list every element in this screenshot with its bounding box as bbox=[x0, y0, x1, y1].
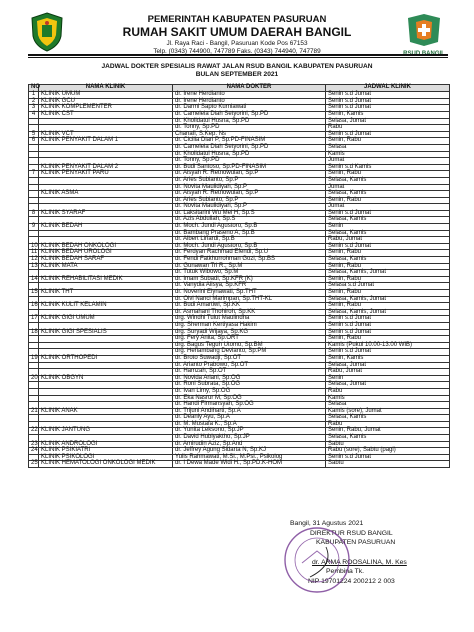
cell-doctor: dr. Kholidatul Husna, Sp.PD bbox=[173, 151, 326, 158]
cell-schedule: Senin s.d Jumat bbox=[326, 243, 450, 250]
cell-no bbox=[29, 197, 39, 204]
cell-no bbox=[29, 144, 39, 151]
cell-doctor: dr. Yunita Leksono, Sp.JP bbox=[173, 428, 326, 435]
cell-no bbox=[29, 382, 39, 389]
cell-no: 13 bbox=[29, 263, 39, 270]
cell-schedule: Rabu, Jumat bbox=[326, 369, 450, 376]
cell-schedule: Selasa bbox=[326, 144, 450, 151]
cell-schedule: Rabu bbox=[326, 125, 450, 132]
cell-doctor: dr. Bambang Praseno A, Sp.B bbox=[173, 230, 326, 237]
table-row bbox=[29, 408, 450, 415]
cell-schedule: Senin, Kamis bbox=[326, 355, 450, 362]
cell-schedule: Senin s.d Jumat bbox=[326, 105, 450, 112]
col-header-clinic: NAMA KLINIK bbox=[39, 85, 173, 92]
cell-doctor: dr. Novita Maulidiyah, Sp.P bbox=[173, 184, 326, 191]
col-header-schedule: JADWAL KLINIK bbox=[326, 85, 450, 92]
cell-no: 18 bbox=[29, 329, 39, 336]
cell-schedule: Kamis bbox=[326, 151, 450, 158]
cell-clinic bbox=[39, 382, 173, 389]
cell-clinic: KLINIK PSIKOLOGI bbox=[39, 454, 173, 461]
cell-clinic: KLINIK HEMATOLOGI ONKOLOGI MEDIK bbox=[39, 461, 173, 468]
sign-position-2: KABUPATEN PASURUAN bbox=[316, 539, 396, 547]
cell-doctor: dr. Irene Herdianto bbox=[173, 98, 326, 105]
cell-clinic bbox=[39, 388, 173, 395]
cell-clinic bbox=[39, 144, 173, 151]
cell-no: 21 bbox=[29, 408, 39, 415]
cell-doctor: dr. Gunawan Tri R., Sp.M bbox=[173, 263, 326, 270]
cell-schedule: Senin s.d Jumat bbox=[326, 329, 450, 336]
cell-schedule: Selasa bbox=[326, 402, 450, 409]
cell-schedule: Senin s.d Jumat bbox=[326, 210, 450, 217]
cell-doctor: dr. Albert Linardi, Sp.B bbox=[173, 237, 326, 244]
cell-schedule: Selasa, Kamis bbox=[326, 257, 450, 264]
cell-clinic: KLINIK ANDROLOGI bbox=[39, 441, 173, 448]
official-stamp-icon bbox=[282, 525, 352, 595]
cell-schedule: Senin s.d Jumat bbox=[326, 322, 450, 329]
cell-no: 24 bbox=[29, 448, 39, 455]
cell-schedule: Selasa, Jumat bbox=[326, 382, 450, 389]
table-row bbox=[29, 210, 450, 217]
table-row bbox=[29, 118, 450, 125]
cell-schedule: Selasa, Kamis bbox=[326, 230, 450, 237]
cell-doctor: dr. Budi Amartiwi, Sp.KK bbox=[173, 303, 326, 310]
sign-place-date: Bangil, 31 Agustus 2021 bbox=[290, 520, 364, 527]
cell-clinic: KLINIK GIGI UMUM bbox=[39, 316, 173, 323]
cell-no bbox=[29, 395, 39, 402]
cell-doctor: dr. Aisyah R. Retnowulan, Sp.P bbox=[173, 191, 326, 198]
cell-doctor: dr. Moch. Jundi Agustoro, Sp.B bbox=[173, 243, 326, 250]
cell-schedule: Sabtu bbox=[326, 441, 450, 448]
cell-schedule: Selasa, Kamis bbox=[326, 177, 450, 184]
sign-nip: NIP 19701224 200212 2 003 bbox=[308, 577, 395, 585]
cell-schedule: Senin s.d Kamis bbox=[326, 164, 450, 171]
cell-clinic: KLINIK PENYAKIT DALAM 1 bbox=[39, 138, 173, 145]
cell-doctor: Chanafi, S.Kep. Ns bbox=[173, 131, 326, 138]
cell-clinic: KLINIK UMUM bbox=[39, 92, 173, 99]
cell-doctor: dr. Handi Firmansyah, Sp.OG bbox=[173, 402, 326, 409]
cell-schedule: Senin, Rabu bbox=[326, 250, 450, 257]
cell-no bbox=[29, 158, 39, 165]
col-header-doctor: NAMA DOKTER bbox=[173, 85, 326, 92]
cell-schedule: Senin, Kamis bbox=[326, 111, 450, 118]
cell-schedule: Kamis (Pukul 10.00-13.00 WIB) bbox=[326, 342, 450, 349]
cell-clinic: KLINIK OBGYN bbox=[39, 375, 173, 382]
cell-schedule: Senin s.d Jumat bbox=[326, 349, 450, 356]
cell-no: 9 bbox=[29, 224, 39, 231]
cell-schedule: Senin s.d Jumat bbox=[326, 92, 450, 99]
cell-schedule: Rabu bbox=[326, 388, 450, 395]
cell-schedule: Senin, Rabu bbox=[326, 276, 450, 283]
cell-schedule: Selasa, Kamis bbox=[326, 435, 450, 442]
cell-schedule: Senin s.d Jumat bbox=[326, 316, 450, 323]
cell-no bbox=[29, 151, 39, 158]
cell-schedule: Senin, Rabu bbox=[326, 336, 450, 343]
cell-schedule: Selasa, Jumat bbox=[326, 362, 450, 369]
cell-schedule: Senin s.d Jumat bbox=[326, 98, 450, 105]
cell-no: 1 bbox=[29, 92, 39, 99]
cell-schedule: Jumat bbox=[326, 158, 450, 165]
cell-clinic: KLINIK BEDAH ONKOLOGI bbox=[39, 243, 173, 250]
cell-schedule: Selasa s.d Jumat bbox=[326, 283, 450, 290]
cell-schedule: Rabu bbox=[326, 421, 450, 428]
cell-clinic: KLINIK BEDAH UROLOGI bbox=[39, 250, 173, 257]
cell-doctor: dr. I Dewa Made Widi H., Sp.PD.K-HOM bbox=[173, 461, 326, 468]
cell-no bbox=[29, 342, 39, 349]
cell-schedule: Rabu, Jumat bbox=[326, 237, 450, 244]
cell-clinic: KLINIK JANTUNG bbox=[39, 428, 173, 435]
table-row bbox=[29, 171, 450, 178]
cell-schedule: Selasa, Kamis bbox=[326, 191, 450, 198]
cell-schedule: Senin, Rabu bbox=[326, 263, 450, 270]
cell-doctor: dr. Roni Subrata, Sp.OG bbox=[173, 382, 326, 389]
cell-doctor: dr. David Hubiyaktho, Sp.JP bbox=[173, 435, 326, 442]
cell-doctor: dr. Cameleia Diah Setyorini, Sp.PD bbox=[173, 111, 326, 118]
cell-no bbox=[29, 388, 39, 395]
cell-schedule: Senin bbox=[326, 375, 450, 382]
cell-doctor: Yulis Rahmawati, M.Si., M.Psi., Psikolog bbox=[173, 454, 326, 461]
cell-clinic: KLINIK BEDAH SARAF bbox=[39, 257, 173, 264]
table-row bbox=[29, 382, 450, 389]
cell-doctor: dr. Moch. Jundi Agustoro, Sp.B bbox=[173, 224, 326, 231]
cell-schedule: Kamis bbox=[326, 395, 450, 402]
cell-no: 2 bbox=[29, 98, 39, 105]
cell-no bbox=[29, 230, 39, 237]
cell-doctor: dr. Kholidatul Husna, Sp.PD bbox=[173, 118, 326, 125]
cell-doctor: dr. Jeffrey Agung Sidarta N, Sp.KJ bbox=[173, 448, 326, 455]
contact: Telp. (0343) 744900, 747789 Faks. (0343) 744940, 747789 bbox=[153, 48, 321, 55]
cell-schedule: Selasa, Kamis, Jumat bbox=[326, 270, 450, 277]
table-row bbox=[29, 388, 450, 395]
cell-clinic: KLINIK PENYAKIT PARU bbox=[39, 171, 173, 178]
cell-clinic: KLINIK ANAK bbox=[39, 408, 173, 415]
cell-no: 17 bbox=[29, 316, 39, 323]
sign-rank: Pembina Tk. bbox=[326, 568, 365, 576]
cell-doctor: dr. Noverini Elynawati, Sp.THT bbox=[173, 290, 326, 297]
cell-doctor: drg. Suryadi Wijaya, Sp.KG bbox=[173, 329, 326, 336]
table-row bbox=[29, 92, 450, 99]
cell-no: 3 bbox=[29, 105, 39, 112]
cell-doctor: dr. Asmahani Thohiroh, Sp.KK bbox=[173, 309, 326, 316]
cell-no: 16 bbox=[29, 303, 39, 310]
cell-doctor: dr. Laksitarini Wu Mei H, Sp.S bbox=[173, 210, 326, 217]
cell-doctor: dr. Vanydia Alisya, Sp.KFR bbox=[173, 283, 326, 290]
table-row bbox=[29, 151, 450, 158]
cell-schedule: Senin, Rabu bbox=[326, 290, 450, 297]
cell-doctor: dr. Hamzah, Sp.OT bbox=[173, 369, 326, 376]
table-row bbox=[29, 125, 450, 132]
cell-clinic: KLINIK SYARAF bbox=[39, 210, 173, 217]
cell-no: 12 bbox=[29, 257, 39, 264]
table-header-row bbox=[29, 85, 450, 92]
cell-doctor: dr. M. Mustafa K., Sp.A bbox=[173, 421, 326, 428]
cell-schedule: Senin, Rabu bbox=[326, 138, 450, 145]
cell-clinic: KLINIK VCT bbox=[39, 131, 173, 138]
cell-schedule: Selasa, Kamis bbox=[326, 415, 450, 422]
cell-schedule: Selasa, Kamis, Jumat bbox=[326, 296, 450, 303]
svg-text:RSUD BANGIL: RSUD BANGIL bbox=[403, 51, 445, 57]
cell-clinic: KLINIK MATA bbox=[39, 263, 173, 270]
cell-schedule: Kamis (sore), Jumat bbox=[326, 408, 450, 415]
cell-clinic bbox=[39, 197, 173, 204]
cell-clinic: KLINIK ORTHOPEDI bbox=[39, 355, 173, 362]
cell-clinic: KLINIK KULIT KELAMIN bbox=[39, 303, 173, 310]
cell-clinic bbox=[39, 230, 173, 237]
cell-doctor: dr. Novida Ariani, Sp.OG bbox=[173, 375, 326, 382]
cell-doctor: dr. Olvi Nanci Marimpan, Sp.THT-KL bbox=[173, 296, 326, 303]
cell-schedule: Senin, Rabu bbox=[326, 303, 450, 310]
table-row bbox=[29, 191, 450, 198]
cell-clinic bbox=[39, 118, 173, 125]
cell-clinic: KLINIK PSIKIATRI bbox=[39, 448, 173, 455]
table-row bbox=[29, 263, 450, 270]
cell-doctor: dr. Aries Subianto, Sp.P bbox=[173, 197, 326, 204]
cell-no: 11 bbox=[29, 250, 39, 257]
cell-no bbox=[29, 191, 39, 198]
cell-clinic: KLINIK PENYAKIT DALAM 2 bbox=[39, 164, 173, 171]
cell-doctor: dr. Ferdyan Rachmad Efendi, Sp.U bbox=[173, 250, 326, 257]
cell-no bbox=[29, 177, 39, 184]
cell-no: 25 bbox=[29, 461, 39, 468]
document-period: BULAN SEPTEMBER 2021 bbox=[195, 71, 279, 78]
header-rule-thin bbox=[28, 57, 448, 58]
cell-no: 23 bbox=[29, 441, 39, 448]
sign-name: dr. ARMA ROOSALINA, M. Kes bbox=[312, 558, 407, 566]
cell-schedule: Sabtu bbox=[326, 461, 450, 468]
cell-clinic: KLINIK ASMA bbox=[39, 191, 173, 198]
cell-no: 20 bbox=[29, 375, 39, 382]
table-row bbox=[29, 461, 450, 468]
table-row bbox=[29, 177, 450, 184]
cell-clinic bbox=[39, 395, 173, 402]
cell-clinic bbox=[39, 177, 173, 184]
cell-clinic bbox=[39, 415, 173, 422]
schedule-table bbox=[28, 84, 450, 468]
cell-doctor: dr. Cameleia Diah Setyorini, Sp.PD bbox=[173, 144, 326, 151]
cell-no bbox=[29, 118, 39, 125]
cell-clinic: KLINIK KOMPLEMENTER bbox=[39, 105, 173, 112]
cell-clinic: KLINIK THT bbox=[39, 290, 173, 297]
cell-no: 5 bbox=[29, 131, 39, 138]
cell-no: 6 bbox=[29, 138, 39, 145]
cell-doctor: dr. Cicilia Dian P, Sp.PD-FINASIM bbox=[173, 138, 326, 145]
cell-no bbox=[29, 336, 39, 343]
cell-clinic bbox=[39, 151, 173, 158]
cell-doctor: dr. Novita Maulidiyah, Sp.P bbox=[173, 204, 326, 211]
cell-clinic bbox=[39, 336, 173, 343]
cell-no: 19 bbox=[29, 355, 39, 362]
cell-doctor: dr. Aries Subianto, Sp.P bbox=[173, 177, 326, 184]
cell-clinic: KLINIK GCU bbox=[39, 98, 173, 105]
table-row bbox=[29, 415, 450, 422]
gov-name: PEMERINTAH KABUPATEN PASURUAN bbox=[147, 14, 327, 25]
cell-no: 14 bbox=[29, 276, 39, 283]
cell-doctor: dr. Irene Herdianto bbox=[173, 92, 326, 99]
cell-clinic: KLINIK CST bbox=[39, 111, 173, 118]
cell-doctor: drg. Herlambang Devianto, Sp.PM bbox=[173, 349, 326, 356]
cell-doctor: dr. Tonny, Sp.PD bbox=[173, 158, 326, 165]
cell-clinic bbox=[39, 362, 173, 369]
cell-schedule: Jumat bbox=[326, 204, 450, 211]
cell-doctor: dr. Deanly Ayu, Sp.A bbox=[173, 415, 326, 422]
cell-doctor: drg. Windhi Tulut Maulindha bbox=[173, 316, 326, 323]
cell-doctor: dr. Imam Subadi, Sp.KFR (K) bbox=[173, 276, 326, 283]
cell-no bbox=[29, 415, 39, 422]
cell-schedule: Jumat bbox=[326, 184, 450, 191]
cell-schedule: Senin, Rabu bbox=[326, 197, 450, 204]
cell-schedule: Senin, Rabu, Jumat bbox=[326, 428, 450, 435]
table-row bbox=[29, 230, 450, 237]
cell-doctor: dr. Tonny, Sp.PD bbox=[173, 125, 326, 132]
cell-clinic: KLINIK GIGI SPESIALIS bbox=[39, 329, 173, 336]
table-row bbox=[29, 362, 450, 369]
cell-clinic bbox=[39, 342, 173, 349]
cell-schedule: Senin s.d Jumat bbox=[326, 454, 450, 461]
cell-doctor: dr. Budi Santoso, Sp.PD-FINASIM bbox=[173, 164, 326, 171]
letterhead bbox=[0, 6, 474, 58]
cell-doctor: dr. Amirudin Aziz, Sp.And bbox=[173, 441, 326, 448]
cell-doctor: dr. Aisyah R. Retnowulan, Sp.P bbox=[173, 171, 326, 178]
cell-clinic: KLINIK REHABILITASI MEDIK bbox=[39, 276, 173, 283]
cell-no: 10 bbox=[29, 243, 39, 250]
cell-doctor: dr. Trijuni Andiharti, Sp.A bbox=[173, 408, 326, 415]
cell-doctor: drg. Fery Anita, Sp.ORT bbox=[173, 336, 326, 343]
cell-no: 8 bbox=[29, 210, 39, 217]
header-rule bbox=[28, 54, 448, 56]
cell-schedule: Rabu (sore), Sabtu (pagi) bbox=[326, 448, 450, 455]
cell-doctor: drg. Sherman Kertiyasa Hakim bbox=[173, 322, 326, 329]
cell-doctor: dr. Darmi Sapto Kurniawati bbox=[173, 105, 326, 112]
table-row bbox=[29, 329, 450, 336]
cell-schedule: Senin bbox=[326, 224, 450, 231]
cell-doctor: dr. Ivan Limy, Sp.OG bbox=[173, 388, 326, 395]
cell-schedule: Selasa, Kamis, Jumat bbox=[326, 309, 450, 316]
cell-doctor: dr. Azis Abdullah, Sp.S bbox=[173, 217, 326, 224]
cell-no: 22 bbox=[29, 428, 39, 435]
cell-doctor: dr. Fendi Fatkhurrohman Gozi, Sp.BS bbox=[173, 257, 326, 264]
cell-no bbox=[29, 362, 39, 369]
cell-no: 4 bbox=[29, 111, 39, 118]
cell-no: 7 bbox=[29, 171, 39, 178]
document-title: JADWAL DOKTER SPESIALIS RAWAT JALAN RSUD BANGIL KABUPATEN PASURUAN bbox=[101, 63, 373, 70]
cell-clinic: KLINIK BEDAH bbox=[39, 224, 173, 231]
cell-doctor: drg. Bagus Teguh Utomo, Sp.BM bbox=[173, 342, 326, 349]
address: Jl. Raya Raci - Bangil, Pasuruan Kode Pos 67153 bbox=[166, 40, 308, 47]
col-header-no: NO bbox=[29, 85, 39, 92]
cell-doctor: dr. Arianto Prabowo, Sp.OT bbox=[173, 362, 326, 369]
hospital-name: RUMAH SAKIT UMUM DAERAH BANGIL bbox=[122, 25, 352, 39]
sign-position-1: DIREKTUR RSUD BANGIL bbox=[310, 529, 393, 537]
cell-doctor: dr. Eka Nasrur M, Sp.OG bbox=[173, 395, 326, 402]
cell-no: 15 bbox=[29, 290, 39, 297]
cell-doctor: dr. Tutuk Wibowo, Sp.M bbox=[173, 270, 326, 277]
cell-schedule: Senin s.d Jumat bbox=[326, 131, 450, 138]
cell-no bbox=[29, 184, 39, 191]
cell-schedule: Senin, Rabu bbox=[326, 171, 450, 178]
cell-schedule: Selasa, Jumat bbox=[326, 118, 450, 125]
cell-schedule: Selasa, Kamis bbox=[326, 217, 450, 224]
cell-doctor: dr. Broto Suwadji, Sp.OT bbox=[173, 355, 326, 362]
rsud-bangil-logo-icon bbox=[398, 12, 450, 58]
